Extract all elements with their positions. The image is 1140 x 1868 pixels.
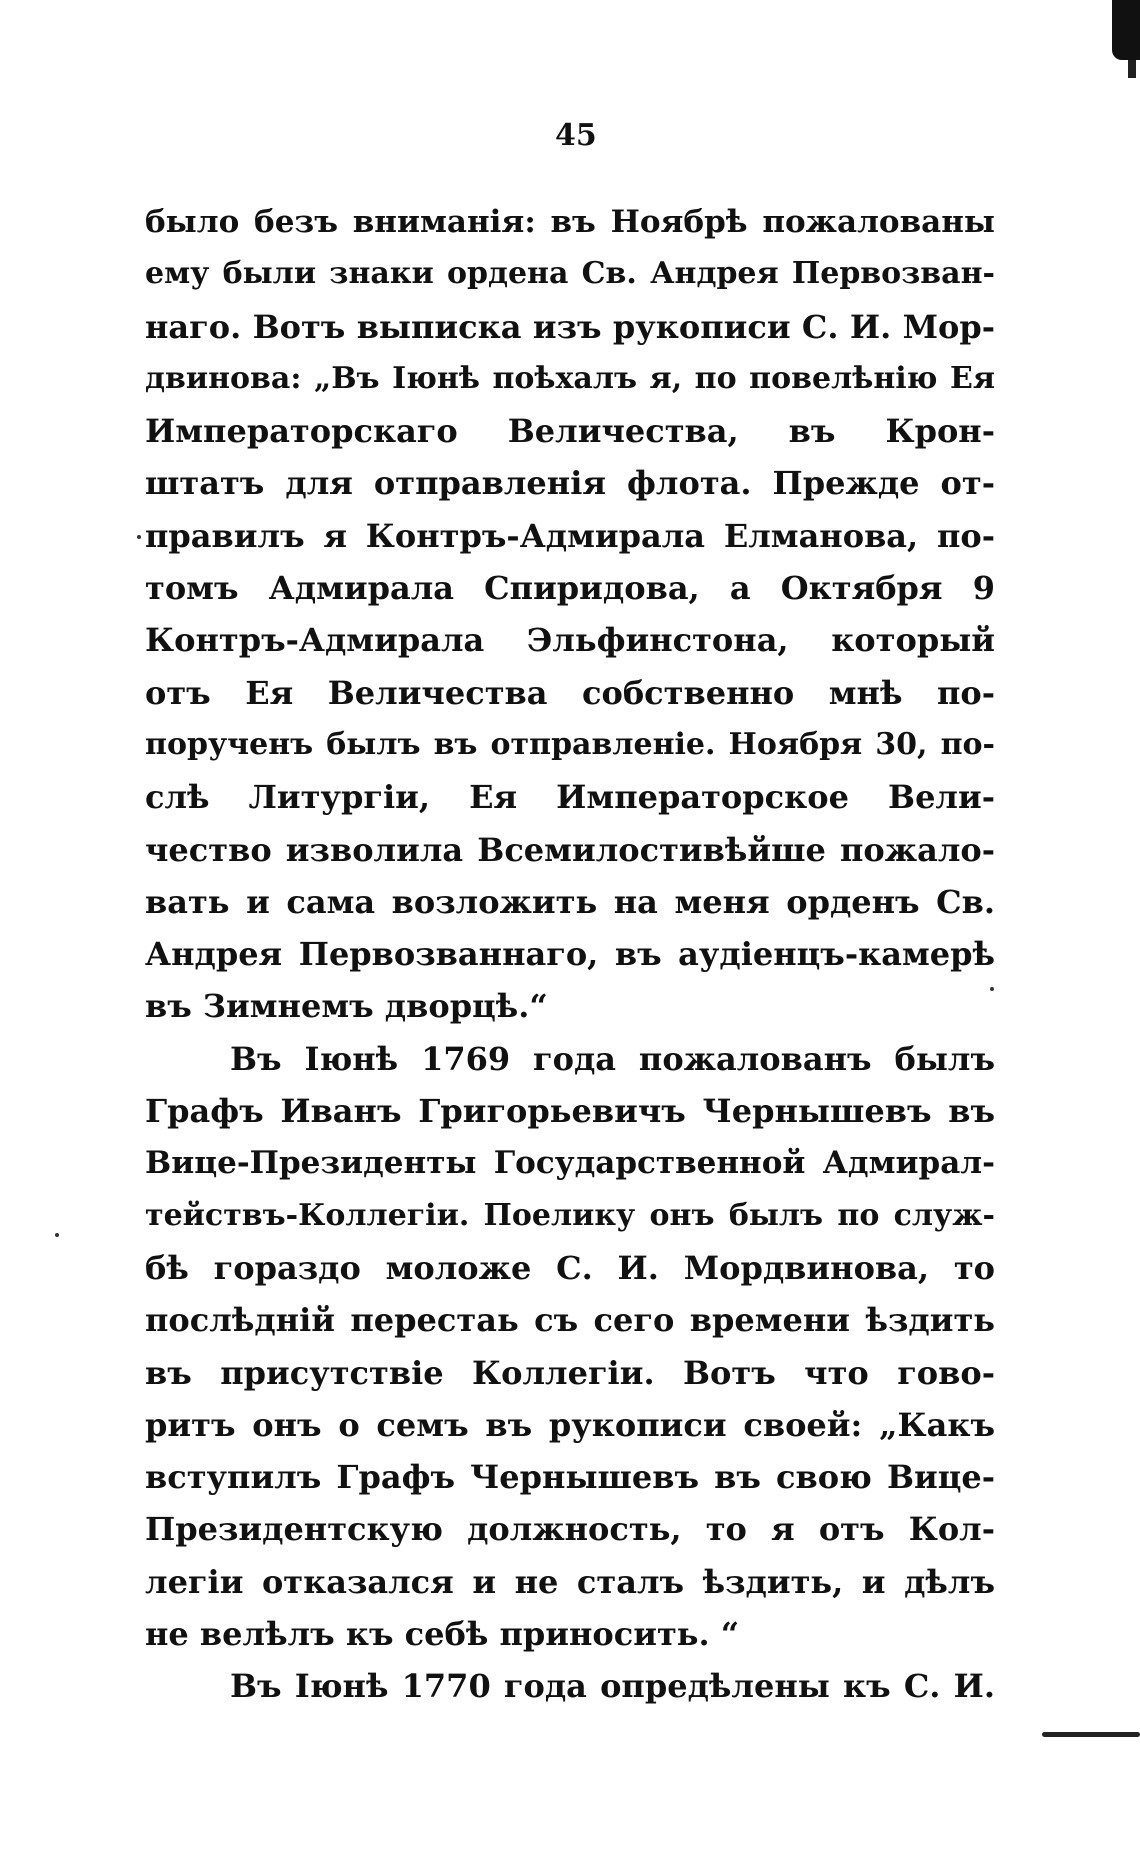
text-line: послѣдній перестаь съ сего времени ѣздить (145, 1301, 995, 1340)
text-line: Президентскую должность, то я отъ Кол- (145, 1510, 995, 1549)
scan-edge-mark-small (1128, 60, 1136, 78)
text-line: двинова: „Въ Іюнѣ поѣхалъ я, по повелѣнію Ея (145, 360, 995, 396)
text-line: правилъ я Контръ-Адмирала Елманова, по- (145, 516, 995, 555)
text-line: томъ Адмирала Спиридова, а Октября 9 (145, 569, 995, 608)
scan-edge-line (1042, 1732, 1140, 1737)
text-line: Въ Іюнѣ 1770 года опредѣлены къ С. И. (230, 1667, 995, 1706)
body-text (145, 196, 995, 1713)
scan-speck (55, 1233, 59, 1237)
text-line: легіи отказался и не сталъ ѣздить, и дѣлъ (145, 1562, 995, 1601)
text-line: порученъ былъ въ отправленіе. Ноября 30, по- (145, 726, 995, 762)
text-line: вать и сама возложить на меня орденъ Св. (145, 882, 995, 921)
text-line: было безъ вниманія: въ Ноябрѣ пожалованы (145, 204, 995, 240)
text-line: штатъ для отправленія флота. Прежде от- (145, 464, 995, 503)
text-line: отъ Ея Величества собственно мнѣ по- (145, 673, 995, 712)
text-line: не велѣлъ къ себѣ приносить. “ (145, 1615, 740, 1654)
text-line: наго. Вотъ выписка изъ рукописи С. И. Мор- (145, 307, 995, 346)
scan-speck (137, 535, 141, 539)
text-line: въ присутствіе Коллегіи. Вотъ что гово- (145, 1353, 995, 1392)
text-line: чество изволила Всемилостивѣйше пожало- (145, 830, 995, 869)
text-line: ему были знаки ордена Св. Андрея Первозван- (145, 256, 995, 292)
text-line: Контръ-Адмирала Эльфинстона, который (145, 621, 995, 660)
text-line: слѣ Литургіи, Ея Императорское Вели- (145, 778, 995, 817)
text-line: Вице-Президенты Государственной Адмирал- (145, 1145, 995, 1182)
text-line: Императорскаго Величества, въ Крон- (145, 412, 995, 451)
text-line: тействъ-Коллегіи. Поелику онъ былъ по служ- (145, 1197, 995, 1233)
text-line: въ Зимнемъ дворцѣ.“ (145, 987, 548, 1026)
text-line: вступилъ Графъ Чернышевъ въ свою Вице- (145, 1458, 995, 1497)
page-number: 45 (555, 118, 597, 153)
text-line: Графъ Иванъ Григорьевичъ Чернышевъ въ (145, 1092, 995, 1131)
scan-edge-mark (1112, 0, 1140, 60)
text-line: Андрея Первозваннаго, въ аудіенцъ-камерѣ (145, 935, 995, 974)
text-line: бѣ гораздо моложе С. И. Мордвинова, то (145, 1248, 995, 1287)
text-line: Въ Іюнѣ 1769 года пожалованъ былъ (230, 1039, 995, 1078)
text-line: ритъ онъ о семъ въ рукописи своей: „Какъ (145, 1405, 995, 1444)
